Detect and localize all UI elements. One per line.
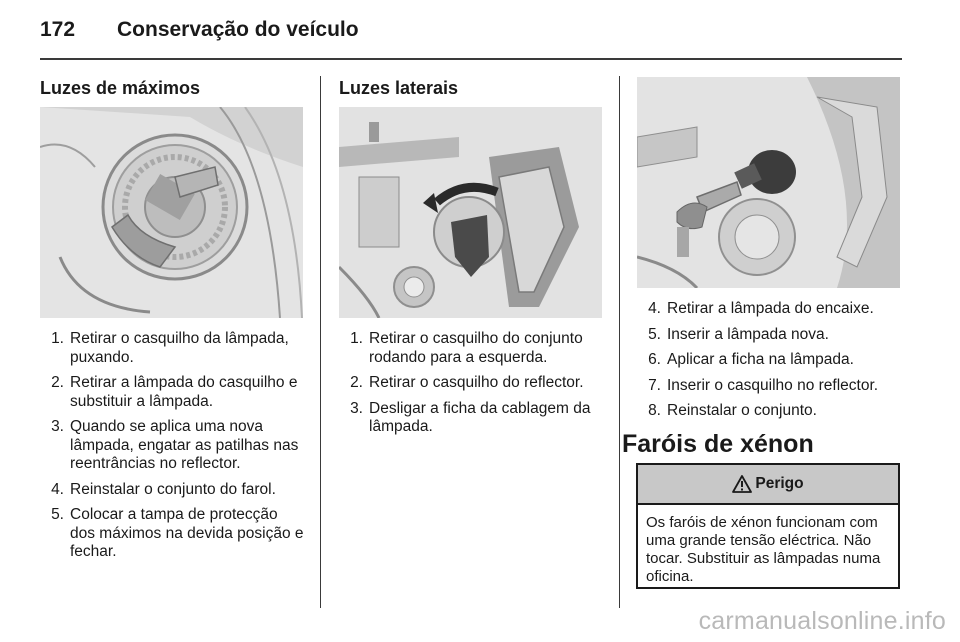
list-item [637, 300, 902, 319]
step-text: Inserir o casquilho no reflector. [667, 376, 879, 394]
step-text: Aplicar a ficha na lâmpada. [667, 351, 854, 368]
step-number: 5. [51, 506, 64, 523]
step-text: Retirar o casquilho do reflector. [369, 374, 584, 391]
page-number: 172 [40, 18, 76, 41]
step-text: Colocar a tampa de protecção dos máximos na devida posição e fechar. [70, 506, 304, 560]
step-text: Quando se aplica uma nova lâmpada, engatar as patilhas nas reentrâncias no reflector. [70, 418, 299, 472]
list-item [40, 506, 306, 562]
list-item [40, 330, 306, 367]
watermark: carmanualsonline.info [698, 607, 946, 635]
bulb-replacement-figure [637, 77, 900, 288]
danger-text: Os faróis de xénon funcionam com uma grande tensão eléctrica. Não tocar. Substituir as lâmpadas numa oficina. [646, 514, 881, 585]
step-number: 2. [350, 374, 363, 391]
sidelights-figure [339, 107, 602, 318]
list-item [637, 377, 902, 396]
step-number: 1. [350, 330, 363, 347]
bulb-removed-from-holder-illustration [637, 77, 900, 288]
list-item [40, 481, 306, 500]
list-item [40, 418, 306, 474]
step-number: 8. [648, 402, 661, 419]
section-heading-xenon: Faróis de xénon [622, 430, 814, 458]
step-text: Reinstalar o conjunto do farol. [70, 480, 276, 498]
step-number: 1. [51, 330, 64, 347]
danger-label: Perigo [755, 475, 804, 492]
list-item [637, 402, 902, 421]
list-item [637, 326, 902, 345]
step-number: 4. [51, 480, 64, 498]
section-heading-sidelights: Luzes laterais [339, 78, 459, 98]
sidelight-bulb-holder-rotate-illustration [339, 107, 602, 318]
column-divider [619, 76, 620, 608]
step-number: 3. [51, 418, 64, 435]
step-number: 4. [648, 300, 661, 317]
list-item [339, 400, 601, 437]
step-number: 3. [350, 399, 363, 417]
step-text: Inserir a lâmpada nova. [667, 325, 829, 343]
step-number: 5. [648, 325, 661, 343]
step-text: Desligar a ficha da cablagem da lâmpada. [369, 399, 591, 435]
step-text: Retirar o casquilho do conjunto rodando para a esquerda. [369, 330, 583, 366]
page-title: Conservação do veículo [117, 18, 359, 41]
step-number: 7. [648, 376, 661, 394]
high-beam-figure [40, 107, 303, 318]
step-text: Reinstalar o conjunto. [667, 402, 817, 419]
danger-box [636, 463, 900, 589]
step-text: Retirar a lâmpada do casquilho e substituir a lâmpada. [70, 374, 298, 410]
section-heading-high-beam: Luzes de máximos [40, 78, 201, 98]
step-text: Retirar a lâmpada do encaixe. [667, 300, 874, 317]
high-beam-steps [40, 330, 306, 569]
sidelights-steps [339, 330, 601, 444]
list-item [339, 374, 601, 393]
list-item [339, 330, 601, 367]
header-rule [40, 58, 902, 60]
warning-triangle-icon [732, 475, 752, 493]
step-text: Retirar o casquilho da lâmpada, puxando. [70, 330, 289, 366]
danger-header [638, 465, 898, 505]
list-item [637, 351, 902, 370]
column-divider [320, 76, 321, 608]
bulb-steps-continued [637, 300, 902, 428]
step-number: 2. [51, 374, 64, 391]
headlamp-high-beam-bulb-illustration [40, 107, 303, 318]
step-number: 6. [648, 351, 661, 368]
list-item [40, 374, 306, 411]
